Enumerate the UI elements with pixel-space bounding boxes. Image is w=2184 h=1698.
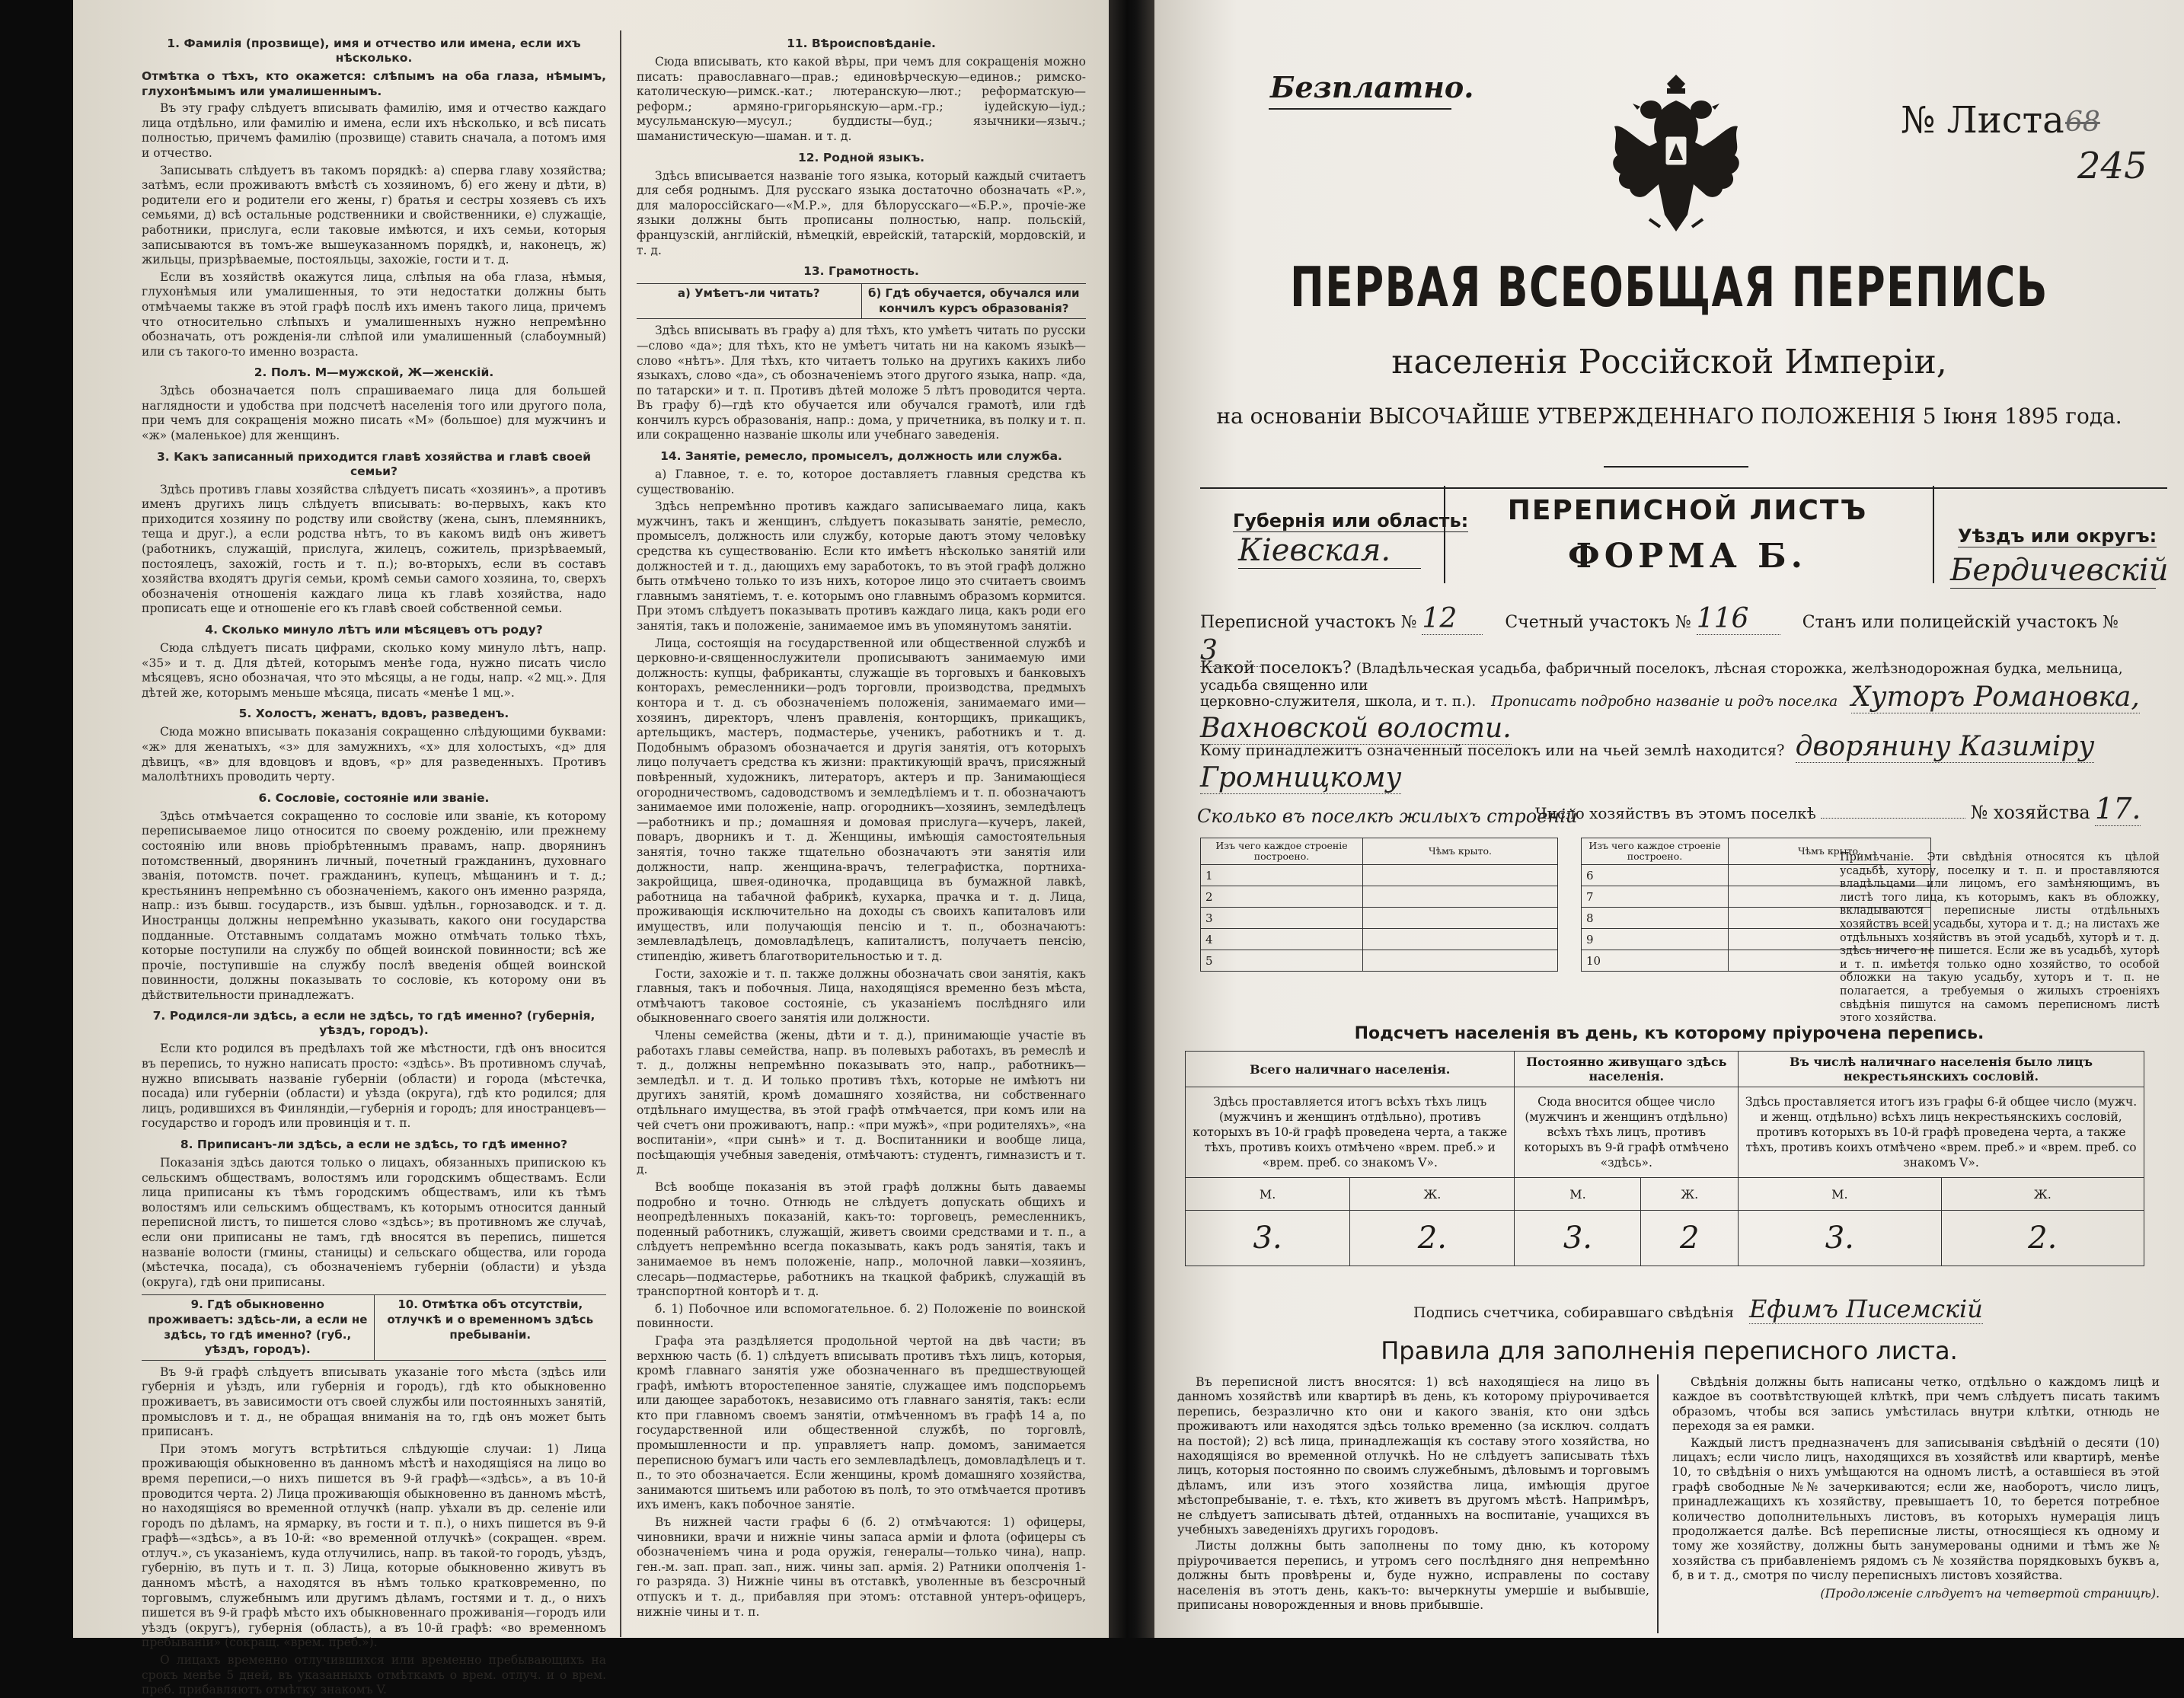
roof-cell <box>1363 886 1558 908</box>
roof-cell <box>1363 865 1558 886</box>
paragraph: Если въ хозяйствѣ окажутся лица, слѣпыя на оба глаза, нѣмыя, глухонѣмыя или умалишенныя, то эти недостатки должны быть отмѣчаемы также въ этой графѣ послѣ ихъ именъ такого лица, причемъ что относительно слѣпыхъ и умалишенныхъ нужно непремѣнно обозначать, отъ рожденія-ли слѣпой или умалишенный (слабоумный) или съ такого-то именно возраста. <box>142 270 606 359</box>
sheet-number-old: 68 <box>2065 107 2100 138</box>
uchastok-row <box>1200 603 2184 667</box>
signature-label: Подпись счетчика, собиравшаго свѣдѣнія <box>1413 1304 1734 1321</box>
paragraph: При этомъ могутъ встрѣтиться слѣдующіе случаи: 1) Лица проживающія обыкновенно въ данномъ мѣстѣ и находящіяся на лицо во время переписи,—о нихъ пишется въ 9-й графѣ—«здѣсь», а въ 10-й проводится черта. 2) Лица проживающія обыкновенно въ данномъ мѣстѣ, но находящіяся во временной отлучкѣ (напр. уѣхали въ др. селеніе или городъ по дѣламъ, на ярмарку, въ гости и т. п.), о нихъ пишется въ 9-й графѣ—«здѣсь», а въ 10-й: «во временной отлучкѣ» (сокращен. «врем. отлуч.», съ указаніемъ, куда отлучились, напр. въ такой-то городъ, уѣздъ, губернію, въ путь и т. п. 3) Лица, которые обыкновенно живутъ въ данномъ мѣстѣ, а находятся въ нѣмъ только кратковременно, по торговымъ, служебнымъ или другимъ дѣламъ, гостями и т. д., о нихъ пишется въ 9-й графѣ мѣсто ихъ обыкновеннаго проживанія—городъ или уѣздъ (округъ), губернія (область), а въ 10-й графѣ: «во временномъ пребываніи» (сокращ. «врем. преб.»). <box>142 1441 606 1650</box>
household-number-value: 17. <box>2095 792 2141 825</box>
rules-divider <box>1657 1374 1659 1633</box>
households-label: Число хозяйствъ въ этомъ поселкѣ <box>1535 804 1816 822</box>
section-header-right: 10. Отмѣтка объ отсутствіи, отлучкѣ и о временномъ здѣсь пребываніи. <box>374 1295 607 1359</box>
household-number-label: № хозяйства <box>1970 802 2090 823</box>
table-row <box>1201 886 1558 908</box>
bld-head-material: Изъ чего каждое строеніе построено. <box>1201 838 1363 865</box>
population-count-title: Подсчетъ населенія въ день, къ которому пріурочена перепись. <box>1354 1024 1984 1043</box>
book-gutter <box>1109 0 1154 1638</box>
section-header-right: б) Гдѣ обучается, обучался или кончилъ курсъ образованія? <box>861 284 1087 318</box>
free-underline <box>1269 108 1451 110</box>
paragraph: Сюда вписывать, кто какой вѣры, при чемъ для сокращенія можно писать: православнаго—прав.; единовѣрческую—единов.; римско-католическую—римск.-кат.; лютеранскую—лют.; реформатскую—реформ.; армяно-григорьянскую—арм.-гр.; іудейскую—іуд.; мусульманскую—мусул.; буддисты—буд.; язычники—языч.; шаманистическую—шаман. и т. д. <box>637 55 1086 143</box>
noncrest-male-value: 3. <box>1739 1211 1941 1266</box>
paragraph: Сюда можно вписывать показанія сокращенно слѣдующими буквами: «ж» для женатыхъ, «з» для замужнихъ, «х» для холостыхъ, «д» для дѣвицъ, «в» для вдовцовъ и вдовъ, «р» для разведенныхъ. Противъ малолѣтнихъ проводить черту. <box>142 725 606 784</box>
buildings-label: Сколько въ поселкѣ жилыхъ строеній <box>1197 806 1578 827</box>
rule-paragraph: Каждый листъ предназначенъ для записыванія свѣдѣній о десяти (10) лицахъ; если число лицъ, находящихся въ хозяйствѣ или квартирѣ, менѣе 10, то свѣдѣнія о нихъ умѣщаются на одномъ листѣ, а оставшіеся въ этой графѣ свободные №№ зачеркиваются; если же, наоборотъ, число лицъ, принадлежащихъ къ хозяйству, превышаетъ 10, то берется потребное количество дополнительныхъ листовъ, въ которыхъ нумерація лицъ продолжается далѣе. Всѣ переписные листы, относящіеся къ одному и тому же хозяйству, должны быть занумерованы одними и тѣмъ же № хозяйства съ прибавленіемъ рядомъ съ № хозяйства порядковыхъ буквъ а, б, в и т. д., смотря по числу переписныхъ листовъ хозяйства. <box>1672 1435 2160 1583</box>
table-row <box>1201 929 1558 950</box>
settlement-hint-2: церковно-служителя, школа, и т. п.). <box>1200 694 1477 710</box>
male-label: М. <box>1186 1178 1350 1211</box>
row-number: 1 <box>1201 865 1363 886</box>
double-headed-eagle-icon <box>1604 70 1748 245</box>
households-row <box>1535 792 2141 825</box>
police-district-label: Станъ или полицейскій участокъ № <box>1802 613 2119 632</box>
paragraph: Члены семейства (жены, дѣти и т. д.), принимающіе участіе въ работахъ главы семейства, напр. въ полевыхъ работахъ, въ ремеслѣ и т. д., должны непремѣнно показывать это, напр., работникъ—земледѣл. и т. д. И только противъ тѣхъ, которые не имѣютъ ни другихъ занятій, кромѣ домашняго хозяйства, ни собственнаго отдѣльнаго имущества, въ этой графѣ отмѣчается, при комъ или на чей счетъ они проживаютъ, напр.: «при мужѣ», «при родителяхъ», «на воспитаніи», «при сынѣ» и т. д. Воспитанники и вообще лица, посѣщающія учебныя заведенія, отмѣчаютъ: студентъ, гимназистъ и т. д. <box>637 1029 1086 1177</box>
paragraph: Здѣсь отмѣчается сокращенно то сословіе или званіе, къ которому переписываемое лицо относится по своему рожденію, или прежнему состоянію или вновь пріобрѣтеннымъ правамъ, напр. дворянинъ потомственный, дворянинъ личный, почетный гражданинъ, духовнаго званія, потомств. почет. гражданинъ, купецъ, мѣщанинъ и т. д.; крестьянинъ непремѣнно съ обозначеніемъ, какого онъ именно разряда, напр.: изъ бывш. государств., изъ бывш. удѣльн., горнозаводск. и т. д. Иностранцы должны непремѣнно указывать, какого они государства подданные. Отставнымъ солдатамъ можно отмѣчать только тѣхъ, которые поступили на службу по общей воинской повинности; всѣ же прочіе, поступившіе на службу послѣ введенія общей воинской повинности, должны показывать то сословіе, къ которому они въ дѣйствительности принадлежатъ. <box>142 809 606 1002</box>
census-form-page <box>1154 0 2184 1638</box>
section-heading: 5. Холостъ, женатъ, вдовъ, разведенъ. <box>238 707 509 721</box>
section-heading: 7. Родился-ли здѣсь, а если не здѣсь, то гдѣ именно? (губернія, уѣздъ, городъ). <box>152 1009 595 1038</box>
male-label: М. <box>1515 1178 1641 1211</box>
buildings-table-left <box>1200 838 1558 972</box>
row-number: 3 <box>1201 908 1363 929</box>
bld-head-roof: Чѣмъ крыто. <box>1729 838 1931 865</box>
section-heading: 14. Занятіе, ремесло, промыселъ, должность или служба. <box>660 449 1062 464</box>
table-row <box>1201 865 1558 886</box>
female-label: Ж. <box>1641 1178 1739 1211</box>
present-male-value: 3. <box>1186 1211 1350 1266</box>
uezd-label: Уѣздъ или округъ: <box>1958 525 2157 547</box>
rules-column-1 <box>1177 1374 1649 1614</box>
owner-row <box>1200 731 2175 793</box>
row-number: 8 <box>1582 908 1729 929</box>
left-page <box>73 0 1109 1697</box>
paragraph: Здѣсь вписывается названіе того языка, который каждый считаетъ для себя роднымъ. Для русскаго языка достаточно обозначать «Р.», для малороссійскаго—«М.Р.», для бѣлорусскаго—«Б.Р.», прочіе-же языки должны быть прописаны полностью, напр. польскій, французскій, англійскій, нѣмецкій, еврейскій, татарскій, мордовскій, и т. д. <box>637 168 1086 257</box>
counting-district-label: Счетный участокъ № <box>1505 613 1691 632</box>
paragraph: Отмѣтка о тѣхъ, кто окажется: слѣпымъ на оба глаза, нѣмымъ, глухонѣмымъ или умалишеннымъ. <box>142 69 606 98</box>
rules-column-2 <box>1672 1374 2160 1601</box>
paragraph: Графа эта раздѣляется продольной чертой на двѣ части; въ верхнюю часть (б. 1) слѣдуетъ вписывать противъ тѣхъ лицъ, которыя, кромѣ главнаго занятія уже обозначеннаго въ предшествующей графѣ, имѣютъ второстепенное занятіе, служащее имъ подспорьемъ или дающее заработокъ, независимо отъ главнаго занятія, такъ: если кто при главномъ своемъ занятіи, отмѣченномъ въ графѣ 14 а, по государственной или общественной службѣ, по торговлѣ, промышленности и пр. управляетъ напр. домомъ, занимается переписною бумагъ или часть его землевладѣлецъ, домовладѣлецъ и т. п., то это обозначается. Если женщины, кромѣ домашняго хозяйства, занимаются шитьемъ или работою въ полѣ, то это отмѣчается противъ ихъ именъ, какъ побочное занятіе. <box>637 1333 1086 1512</box>
noncrest-female-value: 2. <box>1941 1211 2144 1266</box>
owner-value: дворянину Казиміру Громницкому <box>1200 731 2095 793</box>
row-number: 7 <box>1582 886 1729 908</box>
column-divider <box>620 30 621 1637</box>
paragraph: Въ 9-й графѣ слѣдуетъ вписывать указаніе того мѣста (здѣсь или губернія и уѣздъ, или губернія и городъ), гдѣ кто обыкновенно проживаетъ, въ зависимости отъ своей службы или постоянныхъ занятій, промысловъ и т. д., не обращая вниманія на то, гдѣ онъ может быть приписанъ. <box>142 1364 606 1439</box>
paragraph: б. 1) Побочное или вспомогательное. б. 2) Положеніе по воинской повинности. <box>637 1301 1086 1331</box>
instructions-column-2 <box>637 30 1086 1619</box>
paragraph: Записывать слѣдуетъ въ такомъ порядкѣ: а) сперва главу хозяйства; затѣмъ, если проживаютъ вмѣстѣ съ хозяиномъ, б) его жену и дѣти, в) родители его и родители его жены, г) братья и сестры хозяевъ съ ихъ семьями, д) всѣ остальные родственники и свойственники, е) служащіе, работники, прислуга, если таковые имѣются, и ихъ семьи, которыя записываются въ томъ-же вышеуказанномъ порядкѣ, и, наконецъ, ж) жильцы, призрѣваемые, постояльцы, захожіе, гости и т. д. <box>142 163 606 267</box>
male-label: М. <box>1739 1178 1941 1211</box>
gubernia-value: Кіевская. <box>1238 533 1421 569</box>
paragraph: Сюда слѣдуетъ писать цифрами, сколько кому минуло лѣтъ, напр. «35» и т. д. Для дѣтей, которымъ менѣе года, нужно писать число мѣсяцевъ, ясно обозначая, что это мѣсяцы, а не годы, напр. «2 мц.». Для дѣтей же, которымъ меньше мѣсяца, писать «менѣе 1 мц.». <box>142 641 606 700</box>
section-heading: 1. Фамилія (прозвище), имя и отчество или имена, если ихъ нѣсколько. <box>167 37 581 65</box>
section-heading: 2. Полъ. М—мужской, Ж—женскій. <box>254 365 494 380</box>
legal-basis: на основаніи ВЫСОЧАЙШЕ УТВЕРЖДЕННАГО ПОЛОЖЕНІЯ 5 Іюня 1895 года. <box>1216 404 2122 429</box>
count-desc-noncrest: Здѣсь проставляется итогъ изъ графы 6-й общее число (мужч. и женщ. отдѣльно) всѣхъ лицъ некрестьянскихъ сословій, противъ которыхъ въ 10-й графѣ проведена черта, а также тѣхъ, противъ коихъ отмѣчено «врем. преб.» и «врем. преб. со знакомъ V». <box>1739 1087 2144 1178</box>
paragraph: Показанія здѣсь даются только о лицахъ, обязанныхъ припискою къ сельскимъ обществамъ, волостямъ или городскимъ обществамъ. Если лица приписаны къ тѣмъ городскимъ обществамъ, или къ тѣмъ волостямъ или сельскимъ обществамъ, къ которымъ относится данный переписной листъ, то пишется слово «здѣсь»; въ противномъ же случаѣ, если они приписаны не тамъ, гдѣ вносятся въ перепись, пишется названіе волости (гмины, станицы) и сельскаго общества, или города (мѣстечка, посада), съ обозначеніемъ губерніи (области) и уѣзда (округа), гдѣ они приписаны. <box>142 1156 606 1289</box>
paragraph: Лица, состоящія на государственной или общественной службѣ и церковно-и-священнослужители прописываютъ занимаемую ими должность: купцы, фабриканты, служащіе въ торговыхъ и банковыхъ конторахъ, ремесленники—родъ торговли, производства, предмыхъ контора и т. д. съ обозначеніемъ положенія, занимаемаго ими—хозяинъ, директоръ, членъ правленія, конторщикъ, прикащикъ, артельщикъ, мастеръ, подмастерье, ученикъ, работникъ и т. д. Подобнымъ образомъ обозначается и другія занятія, отъ которыхъ лицо получаетъ средства къ жизни: практикующій врачъ, присяжный повѣренный, художникъ, литераторъ, актеръ и пр. Занимающіеся огородничествомъ, садоводствомъ и земледѣліемъ и т. п. обозначаютъ занимаемое ими положеніе, напр. огородникъ—хозяинъ, земледѣлецъ—работникъ и пр.; домашняя и домовая прислуга—кучеръ, лакей, поваръ, дворникъ и т. д. Женщины, имѣющія самостоятельныя занятія, точно также тщательно обозначаютъ эти занятія или должности, напр. женщина-врачъ, телеграфистка, портниха-закройщица, швея-одиночка, продавщица въ бумажной лавкѣ, работница на табачной фабрикѣ, кухарка, прачка и т. д. Лица, проживающія исключительно на доходы съ своихъ капиталовъ или имуществъ, или получающія пенсію и т. п., обозначаютъ: землевладѣлецъ, домовладѣлецъ, капиталистъ, получаетъ пенсію, стипендію, живетъ благотворительностью и т. д. <box>637 636 1086 964</box>
paragraph: Въ эту графу слѣдуетъ вписывать фамилію, имя и отчество каждаго лица отдѣльно, или фамилію и имена, если ихъ нѣсколько, и всѣ писать полностью, причемъ фамилію (прозвище) ставить сначала, а потомъ имя и отчество. <box>142 101 606 160</box>
female-label: Ж. <box>1350 1178 1515 1211</box>
section-heading: 8. Приписанъ-ли здѣсь, а если не здѣсь, то гдѣ именно? <box>180 1138 568 1152</box>
paragraph: Здѣсь непремѣнно противъ каждаго записываемаго лица, какъ мужчинъ, такъ и женщинъ, слѣдуетъ показывать занятіе, ремесло, промыселъ, должность или службу, которые даютъ этому человѣку средства къ существованію. Если кто имѣетъ нѣсколько занятій или должностей и т. д., дающихъ ему заработокъ, то въ этой графѣ должно быть отмѣчено только то изъ нихъ, которое лицо это считаетъ своимъ главнымъ занятіемъ, т. е. которымъ оно главнымъ образомъ кормится. При этомъ слѣдуетъ показывать противъ каждаго лица, какъ роди его занятія, такъ и положеніе, занимаемое имъ въ упомянутомъ занятіи. <box>637 500 1086 633</box>
census-district-label: Переписной участокъ № <box>1200 613 1417 632</box>
section-heading: 12. Родной языкъ. <box>797 150 925 164</box>
row-number: 5 <box>1201 950 1363 972</box>
roof-cell <box>1363 908 1558 929</box>
row-number: 6 <box>1582 865 1729 886</box>
paragraph: Всѣ вообще показанія въ этой графѣ должны быть даваемы подробно и точно. Отнюдь не слѣдуетъ допускать общихъ и неопредѣленныхъ показаній, какъ-то: торговецъ, ремесленникъ, поденный работникъ, служащій, живетъ своими средствами и т. п., а слѣдуетъ непремѣнно всегда показывать, какъ родъ занятія, такъ и занимаемое въ немъ положеніе, напр., молочной лавки—хозяинъ, слесарь—подмастерье, работникъ на ткацкой фабрикѣ, служащій въ транспортной конторѣ и т. д. <box>637 1179 1086 1299</box>
paragraph: Гости, захожіе и т. п. также должны обозначать свои занятія, какъ главныя, такъ и побочныя. Лица, находящіяся временно безъ мѣста, отмѣчаютъ таковое состояніе, съ указаніемъ послѣдняго или обыкновеннаго своего занятія или должности. <box>637 966 1086 1026</box>
title-rule <box>1604 466 1748 468</box>
owner-label: Кому принадлежитъ означенный поселокъ или на чьей землѣ находится? <box>1200 742 1785 759</box>
row-number: 4 <box>1201 929 1363 950</box>
main-subtitle: населенія Россійской Имперіи, <box>1391 343 1947 381</box>
rules-continuation: (Продолженіе слѣдуетъ на четвертой страницѣ). <box>1820 1585 2160 1601</box>
count-desc-permanent: Сюда вносится общее число (мужчинъ и женщинъ отдѣльно) всѣхъ тѣхъ лицъ, противъ которыхъ въ 9-й графѣ отмѣчено «здѣсь». <box>1515 1087 1739 1178</box>
sheet-type: ПЕРЕПИСНОЙ ЛИСТЪ <box>1507 495 1868 526</box>
signature-value: Ефимъ Писемскій <box>1749 1294 1983 1323</box>
bld-head-roof: Чѣмъ крыто. <box>1363 838 1558 865</box>
section-heading: 3. Какъ записанный приходится главѣ хозяйства и главѣ своей семьи? <box>157 449 591 478</box>
rule-paragraph: Въ переписной листъ вносятся: 1) всѣ находящіеся на лицо въ данномъ хозяйствѣ или квартирѣ въ день, къ которому пріурочивается перепись, безразлично кто они и какого званія, кто они здѣсь проживаютъ или находятся здѣсь только временно (за исключ. солдатъ на постой); 2) всѣ лица, принадлежащія къ составу этого хозяйства, но находящіяся во временной отлучкѣ. Но не слѣдуетъ записывать тѣхъ лицъ, которыя постоянно по своимъ служебнымъ, дѣловымъ и торговымъ дѣламъ, или изъ этого хозяйства лица, имѣющія другое мѣстопребываніе, т. е. тѣхъ, кто живетъ въ другомъ мѣстѣ. Напримѣръ, не слѣдуетъ записывать дѣтей, отданныхъ на воспитаніе, учащихся въ учебныхъ заведеніяхъ другихъ городовъ. <box>1177 1374 1649 1537</box>
section-heading: 13. Грамотность. <box>803 264 919 279</box>
rules-title: Правила для заполненія переписного листа. <box>1381 1336 1958 1365</box>
permanent-male-value: 3. <box>1515 1211 1641 1266</box>
settlement-label: Какой поселокъ? <box>1200 659 1352 678</box>
section-header-left: 9. Гдѣ обыкновенно проживаетъ: здѣсь-ли, а если не здѣсь, то гдѣ именно? (губ., уѣздъ, городъ). <box>148 1297 368 1357</box>
female-label: Ж. <box>1941 1178 2144 1211</box>
rule-paragraph: Листы должны быть заполнены по тому дню, къ которому пріурочивается перепись, и утромъ сего послѣдняго дня непремѣнно должны быть провѣрены и, буде нужно, исправлены по составу населенія въ этотъ день, какъ-то: вычеркнуты умершіе и выбывшіе, приписаны новорожденныя и вновь прибывшіе. <box>1177 1538 1649 1613</box>
counting-district-value: 116 <box>1697 603 1780 635</box>
count-head-noncrest: Въ числѣ наличнаго населенія было лицъ некрестьянскихъ сословій. <box>1739 1052 2144 1087</box>
form-type: ФОРМА Б. <box>1568 537 1807 576</box>
row-number: 2 <box>1201 886 1363 908</box>
table-row <box>1201 908 1558 929</box>
sheet-number-label: № Листа <box>1901 99 2064 142</box>
settlement-hint: (Владѣльческая усадьба, фабричный поселокъ, лѣсная сторожка, желѣзнодорожная будка, мельница, усадьба священно или <box>1200 661 2123 694</box>
rule-paragraph: Свѣдѣнія должны быть написаны четко, отдѣльно о каждомъ лицѣ и каждое въ соотвѣтствующей клѣткѣ, при чемъ слѣдуетъ писать такимъ образомъ, чтобы вся запись умѣстилась внутри клѣтки, отнюдь не переходя за ея рамки. <box>1672 1374 2160 1434</box>
count-head-permanent: Постоянно живущаго здѣсь населенія. <box>1515 1052 1739 1087</box>
section-header-box <box>142 1294 606 1360</box>
table-row <box>1201 950 1558 972</box>
roof-cell <box>1363 950 1558 972</box>
paragraph: Въ нижней части графы 6 (б. 2) отмѣчаются: 1) офицеры, чиновники, врачи и нижніе чины запаса арміи и флота (офицеры съ обозначеніемъ чина и рода оружія, генералы—только чина), напр. ген.-м. зап. прап. зап., ниж. чины зап. армія. 2) Ратники ополченія 1-го разряда. 3) Нижніе чины въ отставкѣ, уволенные въ безсрочный отпускъ и т. д., прибавляя при этомъ: отставной унтеръ-офицеръ, нижніе чины и т. п. <box>637 1515 1086 1619</box>
paragraph: Если кто родился въ предѣлахъ той же мѣстности, гдѣ онъ вносится въ перепись, то нужно написать просто: «здѣсь». Въ противномъ случаѣ, нужно вписывать названіе губерніи (области) и города (мѣстечка, посада) или губерніи (области) и уѣзда (округа), гдѣ кто родился; для лицъ, родившихся въ Финляндіи,—губернія и городъ; для иностранцевъ—государство и городъ или провинція и т. п. <box>142 1042 606 1131</box>
count-head-present: Всего наличнаго населенія. <box>1186 1052 1515 1087</box>
section-heading: 6. Сословіе, состояніе или званіе. <box>258 790 490 805</box>
gubernia-label: Губернія или область: <box>1233 510 1469 531</box>
census-district-value: 12 <box>1422 603 1483 635</box>
section-heading: 11. Вѣроисповѣданіе. <box>787 37 936 50</box>
count-desc-present: Здѣсь проставляется итогъ всѣхъ тѣхъ лицъ (мужчинъ и женщинъ отдѣльно), противъ которыхъ въ 10-й графѣ проведена черта, а также тѣхъ, противъ коихъ отмѣчено «врем. преб.» и «врем. преб. со знакомъ V». <box>1186 1087 1515 1178</box>
section-header-box <box>637 283 1086 319</box>
sheet-number-handwritten: 245 <box>2077 145 2147 187</box>
paragraph: Здѣсь обозначается полъ спрашиваемаго лица для большей наглядности и удобства при подсчетѣ населенія того или другого пола, при чемъ для сокращенія можно писать «М» (большое) для мужчинъ и «ж» (маленькое) для женщинъ. <box>142 384 606 443</box>
section-header-left: а) Умѣетъ-ли читать? <box>677 286 820 301</box>
main-title: ПЕРВАЯ ВСЕОБЩАЯ ПЕРЕПИСЬ <box>1290 255 2048 319</box>
instructions-column-1 <box>142 30 606 1697</box>
free-label: Безплатно. <box>1270 70 1474 104</box>
police-district-value: 3 <box>1200 635 1261 667</box>
settlement-instruction: Прописать подробно названіе и родъ поселка <box>1491 694 1838 710</box>
present-female-value: 2. <box>1350 1211 1515 1266</box>
paragraph: Здѣсь вписывать въ графу а) для тѣхъ, кто умѣетъ читать по русски—слово «да»; для тѣхъ, кто не умѣетъ читать ни на какомъ языкѣ—слово «нѣтъ». Для тѣхъ, кто читаетъ только на другихъ какихъ либо языкахъ, слово «да», съ обозначеніемъ этого другого языка, напр. «да, по татарски» и т. п. Противъ дѣтей моложе 5 лѣтъ проводится черта. Въ графу б)—гдѣ кто обучается или обучался грамотѣ, или гдѣ кончилъ курсъ образованія, напр.: дома, у причетника, въ полку и т. п. или сокращенно названіе школы или учебнаго заведенія. <box>637 324 1086 442</box>
uezd-value: Бердичевскій <box>1950 553 2169 588</box>
paragraph: О лицахъ временно отлучившихся или временно пребывающихъ на срокъ менѣе 5 дней, въ указанныхъ отмѣткамъ о врем. отлуч. и о врем. преб. прибавляютъ отмѣтку знакомъ V. <box>142 1653 606 1697</box>
settlement-value: Хуторъ Романовка, Вахновской волости. <box>1200 681 2140 744</box>
signature-row <box>1413 1294 1983 1323</box>
bld-head-material: Изъ чего каждое строеніе построено. <box>1582 838 1729 865</box>
section-heading: 4. Сколько минуло лѣтъ или мѣсяцевъ отъ роду? <box>205 623 543 637</box>
paragraph: Здѣсь противъ главы хозяйства слѣдуетъ писать «хозяинъ», а противъ именъ другихъ лицъ слѣдуетъ вписывать: во-первыхъ, какъ кто приходится хозяину по родству или свойству (жена, сынъ, племянникъ, теща и друг.), а если родства нѣтъ, то въ какомъ видѣ онъ живетъ (работникъ, служащій, прислуга, жилецъ, сожитель, призрѣваемый, постоялецъ, захожій, гость и т. п.); во-вторыхъ, если въ составъ хозяйства входятъ другія семьи, кромѣ семьи самого хозяина, то, сверхъ обозначенія отношенія каждаго лица къ главѣ хозяйства, надо прописать еще и отношеніе его къ главѣ своей собственной семьи. <box>142 482 606 616</box>
row-number: 9 <box>1582 929 1729 950</box>
row-number: 10 <box>1582 950 1729 972</box>
roof-cell <box>1363 929 1558 950</box>
population-count-table <box>1185 1051 2144 1266</box>
paragraph: а) Главное, т. е. то, которое доставляетъ главныя средства къ существованію. <box>637 468 1086 496</box>
permanent-female-value: 2 <box>1641 1211 1739 1266</box>
buildings-note: Примѣчаніе. Эти свѣдѣнія относятся къ цѣлой усадьбѣ, хутору, поселку и т. п. и проставляются владѣльцами или лицомъ, его замѣняющимъ, въ листѣ того лица, къ которымъ, какъ въ обложку, вкладываются переписные листы отдѣльныхъ хозяйствъ всей усадьбы, хутора и т. д.; на листахъ же отдѣльныхъ хозяйствъ въ этой усадьбѣ, хуторѣ и т. д. здѣсь ничего не пишется. Если же въ усадьбѣ, хуторѣ и т. п. имѣется только одно хозяйство, то особой обложки на такую усадьбу, хуторъ и т. п. не полагается, а требуемыя о жилыхъ строеніяхъ свѣдѣнія пишутся на самомъ переписномъ листѣ этого хозяйства. <box>1840 851 2160 1025</box>
